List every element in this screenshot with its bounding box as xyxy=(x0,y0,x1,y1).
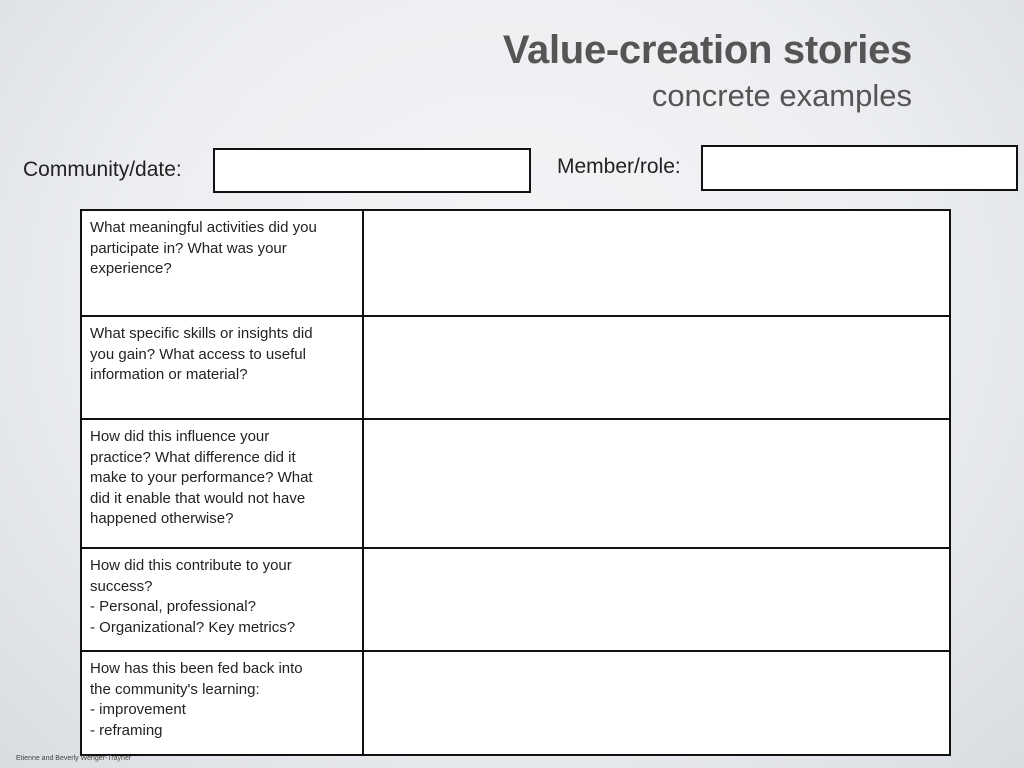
question-text: - Personal, professional? xyxy=(90,598,256,615)
question-cell xyxy=(82,420,364,548)
page-title: Value-creation stories xyxy=(502,28,912,72)
question-text: happened otherwise? xyxy=(90,510,234,527)
question-text: What meaningful activities did you xyxy=(90,219,317,236)
value-creation-table xyxy=(80,209,951,756)
answer-field[interactable] xyxy=(364,211,949,316)
community-date-field[interactable] xyxy=(213,148,531,193)
question-text: did it enable that would not have xyxy=(90,489,306,507)
table-row xyxy=(82,418,949,548)
answer-field[interactable] xyxy=(364,420,949,548)
question-text: How has this been fed back into xyxy=(90,660,303,677)
answer-field[interactable] xyxy=(364,317,949,419)
author-credit: Etienne and Beverly Wenger-Trayner xyxy=(16,755,132,762)
question-text: - reframing xyxy=(90,721,163,739)
community-date-label: Community/date: xyxy=(23,158,182,181)
member-role-field[interactable] xyxy=(701,145,1018,191)
table-row xyxy=(82,211,949,316)
question-text: experience? xyxy=(90,260,172,277)
member-role-label: Member/role: xyxy=(557,155,681,178)
question-cell xyxy=(82,317,364,419)
question-text: practice? What difference did it xyxy=(90,448,296,466)
question-text: - Organizational? Key metrics? xyxy=(90,618,296,636)
page-subtitle: concrete examples xyxy=(651,78,912,113)
question-text: make to your performance? What xyxy=(90,469,313,486)
table-row xyxy=(82,650,949,754)
question-text: How did this influence your xyxy=(90,428,270,445)
question-text: information or material? xyxy=(90,366,248,383)
question-cell xyxy=(82,211,364,316)
question-cell xyxy=(82,549,364,651)
question-text: participate in? What was your xyxy=(90,239,287,257)
question-text: - improvement xyxy=(90,701,186,718)
question-text: success? xyxy=(90,577,153,595)
question-text: the community's learning: xyxy=(90,680,260,698)
question-cell xyxy=(82,652,364,754)
question-text: What specific skills or insights did xyxy=(90,325,313,342)
question-text: you gain? What access to useful xyxy=(90,345,306,363)
answer-field[interactable] xyxy=(364,549,949,651)
answer-field[interactable] xyxy=(364,652,949,754)
table-row xyxy=(82,547,949,651)
question-text: How did this contribute to your xyxy=(90,557,292,574)
table-row xyxy=(82,315,949,419)
